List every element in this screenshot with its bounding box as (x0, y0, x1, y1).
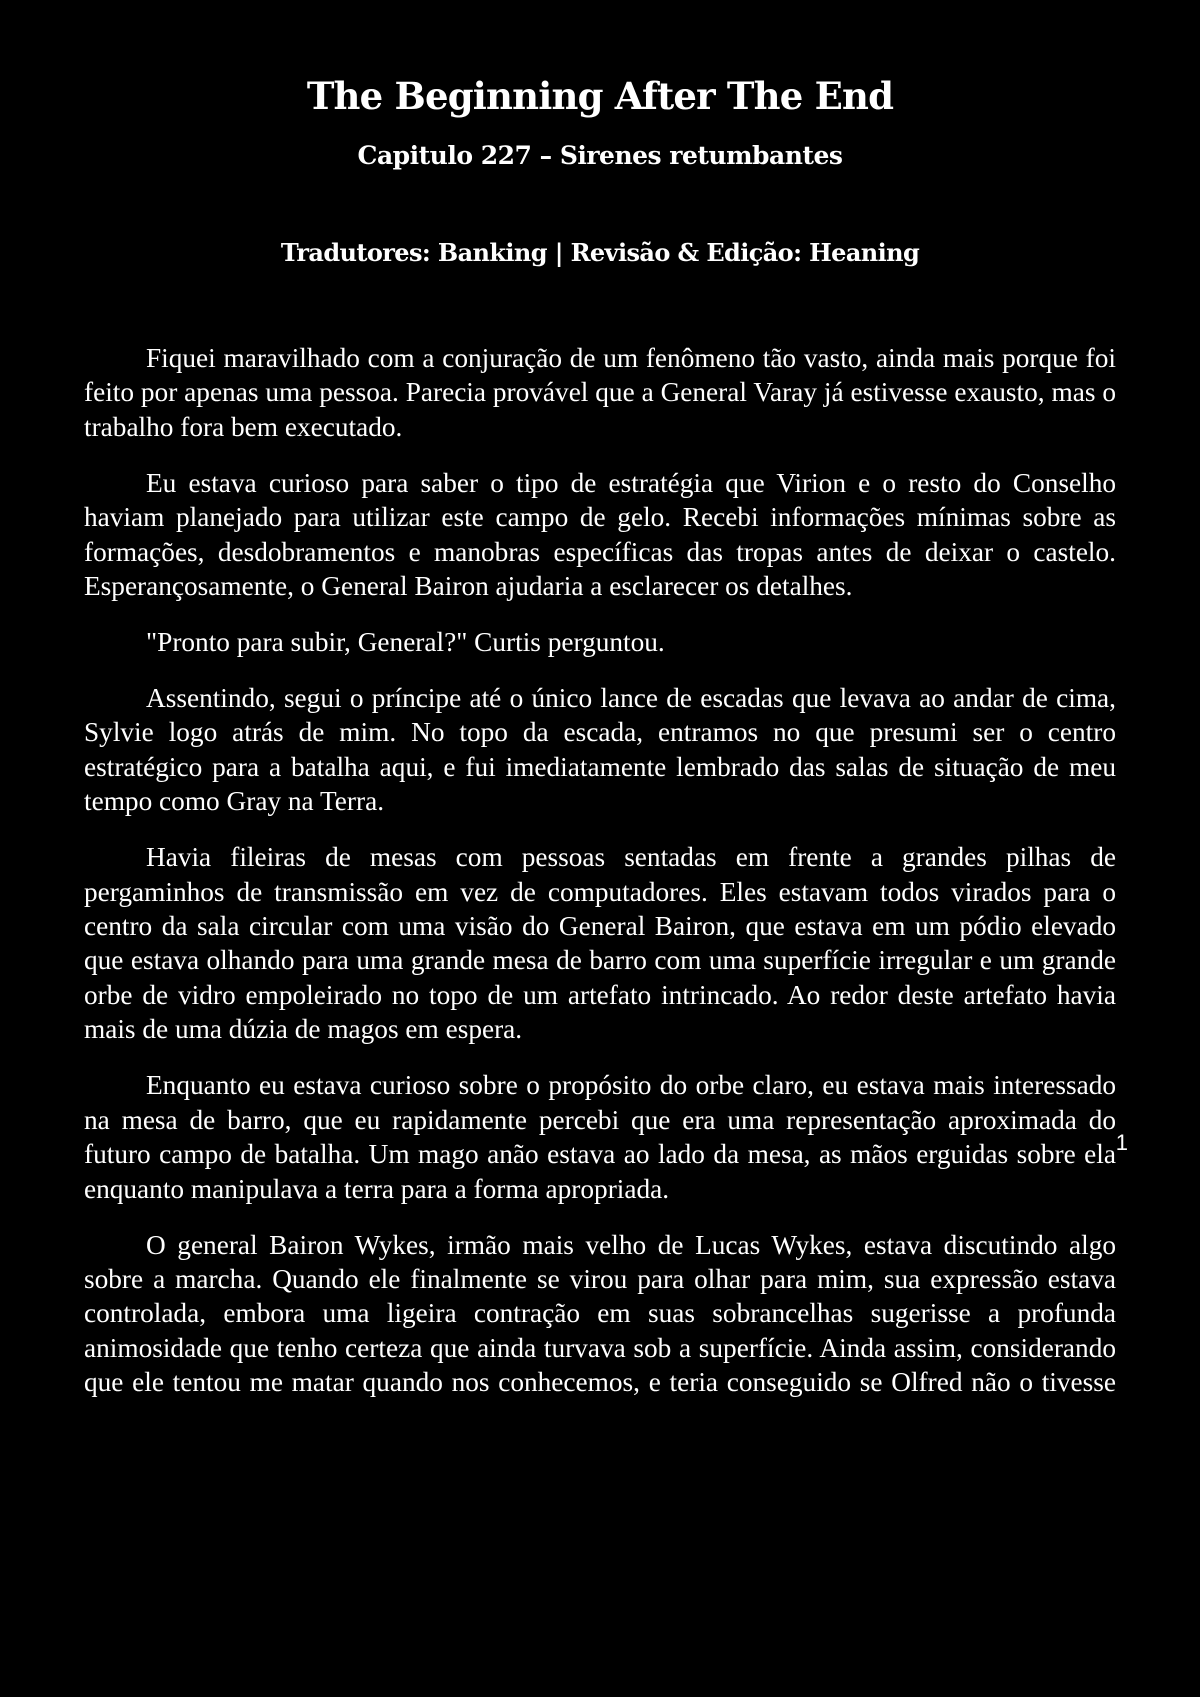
page-number: 1 (1115, 1130, 1128, 1155)
translator-credits: Tradutores: Banking | Revisão & Edição: Heaning (280, 238, 920, 267)
paragraph: Enquanto eu estava curioso sobre o propósito do orbe claro, eu estava mais interessado na mesa de barro, que eu rapidamente percebi que era uma representação aproximada do futuro campo de batalha. Um mago anão estava ao lado da mesa, as mãos erguidas sobre ela enquanto manipulava a terra para a forma apropriada. (84, 1070, 1116, 1204)
paragraph: Havia fileiras de mesas com pessoas sentadas em frente a grandes pilhas de pergaminhos de transmissão em vez de computadores. Eles estavam todos virados para o centro da sala circular com uma visão do General Bairon, que estava em um pódio elevado que estava olhando para uma grande mesa de barro com uma superfície irregular e um grande orbe de vidro empoleirado no topo de um artefato intrincado. Ao redor deste artefato havia mais de uma dúzia de magos em espera. (84, 842, 1116, 1045)
paragraph: Fiquei maravilhado com a conjuração de um fenômeno tão vasto, ainda mais porque foi feito por apenas uma pessoa. Parecia provável que a General Varay já estivesse exausto, mas o trabalho fora bem executado. (84, 343, 1116, 442)
chapter-body (84, 341, 1116, 1400)
paragraph: O general Bairon Wykes, irmão mais velho de Lucas Wykes, estava discutindo algo sobre a marcha. Quando ele finalmente se virou para olhar para mim, sua expressão estava controlada, embora uma ligeira contração em suas sobrancelhas sugerisse a profunda animosidade que tenho certeza que ainda turvava sob a superfície. Ainda assim, considerando que ele tentou me matar quando nos conhecemos, e teria conseguido se Olfred não o tivesse (84, 1229, 1116, 1398)
paragraph: Eu estava curioso para saber o tipo de estratégia que Virion e o resto do Conselho haviam planejado para utilizar este campo de gelo. Recebi informações mínimas sobre as formações, desdobramentos e manobras específicas das tropas antes de deixar o castelo. Esperançosamente, o General Bairon ajudaria a esclarecer os detalhes. (84, 467, 1116, 602)
paragraph: "Pronto para subir, General?" Curtis perguntou. (146, 627, 665, 658)
paragraph: Assentindo, segui o príncipe até o único lance de escadas que levava ao andar de cima, Sylvie logo atrás de mim. No topo da escada, entramos no que presumi ser o centro estratégico para a batalha aqui, e fui imediatamente lembrado das salas de situação de meu tempo como Gray na Terra. (84, 683, 1116, 817)
chapter-title: Capitulo 227 – Sirenes retumbantes (357, 141, 843, 170)
book-title: The Beginning After The End (306, 74, 894, 118)
